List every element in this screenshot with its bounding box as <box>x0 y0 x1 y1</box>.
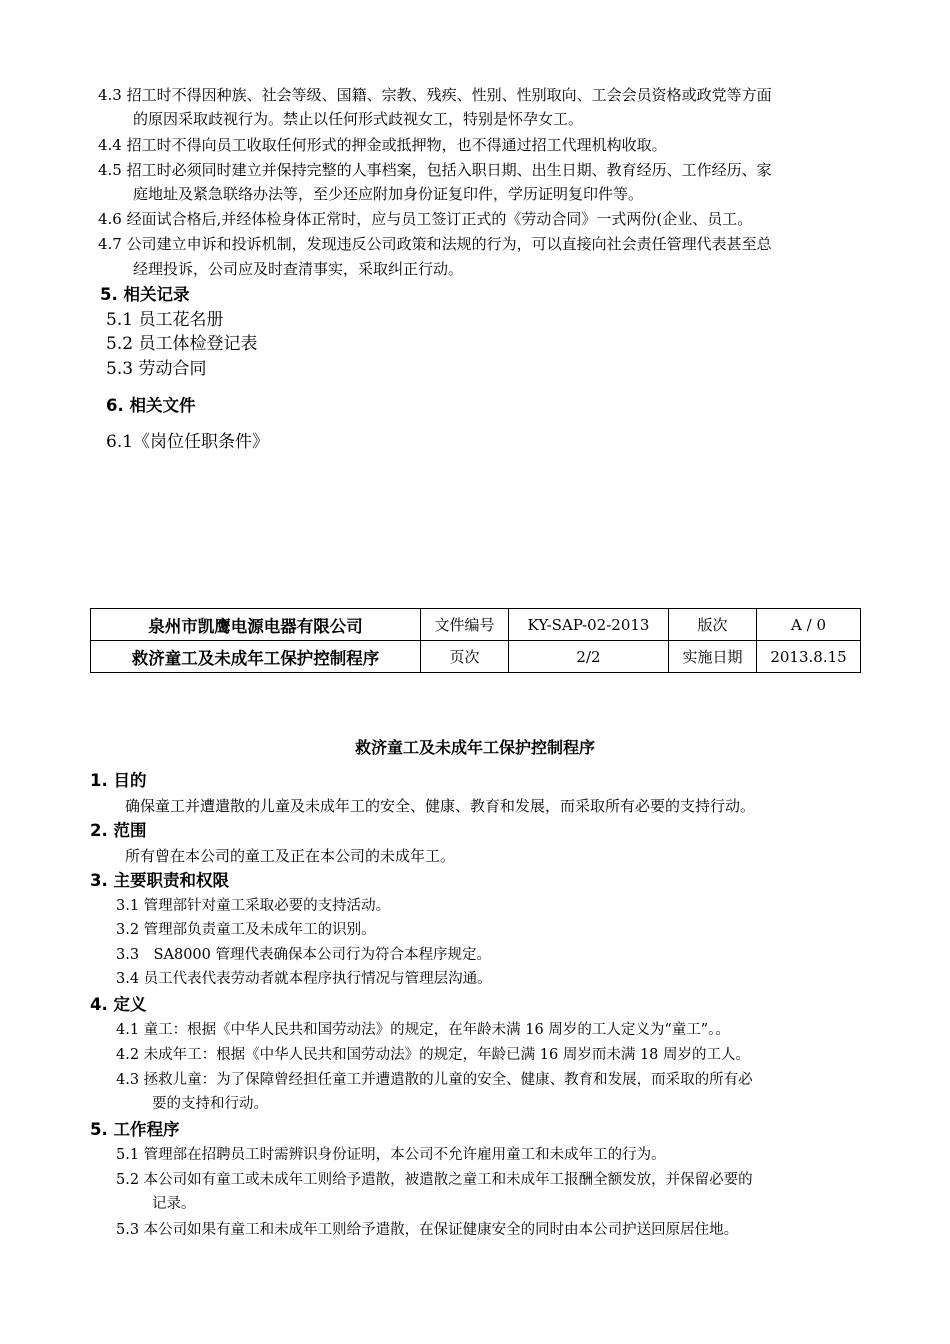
procedure-step: 5.1 管理部在招聘员工时需辨识身份证明，本公司不允许雇用童工和未成年工的行为。 <box>116 1147 666 1163</box>
definition-item-line2: 要的支持和行动。 <box>152 1096 268 1112</box>
doc-number-label: 文件编号 <box>421 609 509 641</box>
doc-item: 6.1《岗位任职条件》 <box>106 432 270 452</box>
section-2-heading: 2. 范围 <box>90 821 147 840</box>
section-3-item: 3.2 管理部负责童工及未成年工的识别。 <box>116 922 376 938</box>
version-label: 版次 <box>669 609 757 641</box>
page-value: 2/2 <box>509 641 669 673</box>
section-2-text: 所有曾在本公司的童工及正在本公司的未成年工。 <box>125 847 456 865</box>
clause-4-5-line2: 庭地址及紧急联络办法等，至少还应附加身份证复印件，学历证明复印件等。 <box>133 185 644 203</box>
clause-4-7-line2: 经理投诉，公司应及时查清事实，采取纠正行动。 <box>133 260 464 278</box>
record-item: 5.2 员工体检登记表 <box>106 334 258 354</box>
clause-4-5-line1: 4.5 招工时必须同时建立并保持完整的人事档案，包括入职日期、出生日期、教育经历、工作经历、家 <box>98 161 772 179</box>
section-1-text: 确保童工并遭遣散的儿童及未成年工的安全、健康、教育和发展，而采取所有必要的支持行动。 <box>125 797 756 815</box>
record-item: 5.3 劳动合同 <box>106 359 207 379</box>
date-value: 2013.8.15 <box>757 641 861 673</box>
document-header-table <box>90 608 861 673</box>
section-5-heading: 5. 工作程序 <box>90 1120 180 1139</box>
date-label: 实施日期 <box>669 641 757 673</box>
records-heading: 5. 相关记录 <box>100 285 190 304</box>
clause-4-3-line1: 4.3 招工时不得因种族、社会等级、国籍、宗教、残疾、性别、性别取向、工会会员资格或政党等方面 <box>98 86 772 104</box>
section-3-item: 3.4 员工代表代表劳动者就本程序执行情况与管理层沟通。 <box>116 971 492 987</box>
doc-number: KY-SAP-02-2013 <box>509 609 669 641</box>
clause-4-3-line2: 的原因采取歧视行为。禁止以任何形式歧视女工，特别是怀孕女工。 <box>133 110 584 128</box>
procedure-step: 5.3 本公司如果有童工和未成年工则给予遣散，在保证健康安全的同时由本公司护送回原居住地。 <box>116 1222 739 1238</box>
definition-item-line1: 4.3 拯救儿童：为了保障曾经担任童工并遭遣散的儿童的安全、健康、教育和发展，而采取的所有必 <box>116 1072 753 1088</box>
section-3-heading: 3. 主要职责和权限 <box>90 871 229 890</box>
procedure-step-line1: 5.2 本公司如有童工或未成年工则给予遣散，被遣散之童工和未成年工报酬全额发放，并保留必要的 <box>116 1172 753 1188</box>
version-value: A / 0 <box>757 609 861 641</box>
record-item: 5.1 员工花名册 <box>106 310 224 330</box>
clause-4-7-line1: 4.7 公司建立申诉和投诉机制，发现违反公司政策和法规的行为，可以直接向社会责任管理代表甚至总 <box>98 235 772 253</box>
procedure-title: 救济童工及未成年工保护控制程序 <box>354 738 595 757</box>
clause-4-4: 4.4 招工时不得向员工收取任何形式的押金或抵押物，也不得通过招工代理机构收取。 <box>98 136 667 154</box>
procedure-step-line2: 记录。 <box>152 1196 196 1212</box>
page-label: 页次 <box>421 641 509 673</box>
section-3-item: 3.1 管理部针对童工采取必要的支持活动。 <box>116 898 391 914</box>
definition-item: 4.2 未成年工：根据《中华人民共和国劳动法》的规定，年龄已满 16 周岁而未满 18 周岁的工人。 <box>116 1047 751 1063</box>
docs-heading: 6. 相关文件 <box>106 396 196 415</box>
section-1-heading: 1. 目的 <box>90 771 147 790</box>
definition-item: 4.1 童工：根据《中华人民共和国劳动法》的规定，在年龄未满 16 周岁的工人定义为“童工”。。 <box>116 1022 730 1038</box>
clause-4-6: 4.6 经面试合格后,并经体检身体正常时，应与员工签订正式的《劳动合同》一式两份(企业、员工。 <box>98 210 753 228</box>
procedure-name: 救济童工及未成年工保护控制程序 <box>91 641 421 673</box>
company-name: 泉州市凯鹰电源电器有限公司 <box>91 609 421 641</box>
section-3-item: 3.3 SA8000 管理代表确保本公司行为符合本程序规定。 <box>116 947 491 963</box>
section-4-heading: 4. 定义 <box>90 995 147 1014</box>
